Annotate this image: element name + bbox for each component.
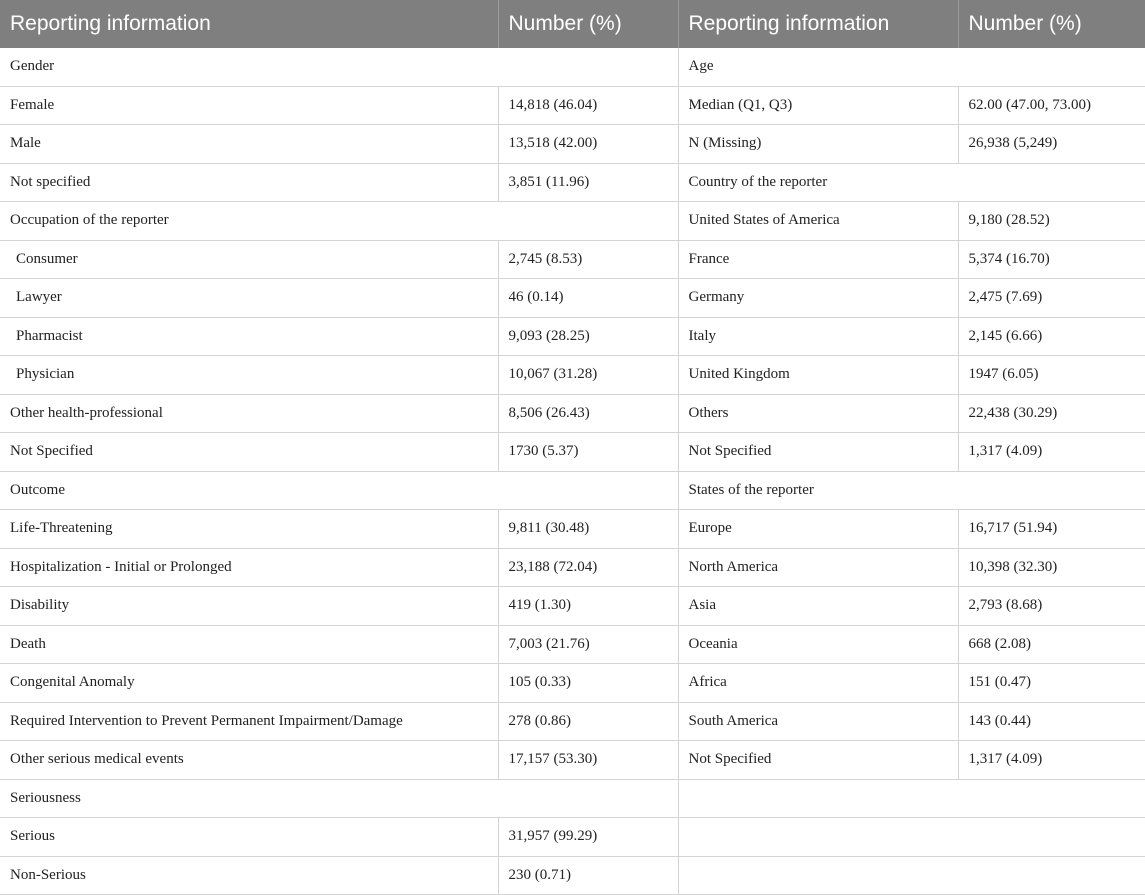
row-value: 26,938 (5,249) xyxy=(958,125,1145,164)
row-value: 419 (1.30) xyxy=(498,587,678,626)
row-label: N (Missing) xyxy=(678,125,958,164)
row-value: 9,180 (28.52) xyxy=(958,202,1145,241)
row-label: Oceania xyxy=(678,625,958,664)
header-left-label: Reporting information xyxy=(0,0,498,48)
table-row xyxy=(0,394,1145,433)
table-row xyxy=(0,702,1145,741)
row-label: United Kingdom xyxy=(678,356,958,395)
row-label: Life-Threatening xyxy=(0,510,498,549)
row-value: 143 (0.44) xyxy=(958,702,1145,741)
empty-cell xyxy=(678,818,1145,857)
row-label: Physician xyxy=(0,356,498,395)
section-title-age: Age xyxy=(678,48,1145,86)
row-label: Pharmacist xyxy=(0,317,498,356)
row-value: 7,003 (21.76) xyxy=(498,625,678,664)
row-value: 151 (0.47) xyxy=(958,664,1145,703)
row-label: Other serious medical events xyxy=(0,741,498,780)
table-row xyxy=(0,202,1145,241)
row-label: Serious xyxy=(0,818,498,857)
row-value: 5,374 (16.70) xyxy=(958,240,1145,279)
row-label: Others xyxy=(678,394,958,433)
row-value: 14,818 (46.04) xyxy=(498,86,678,125)
header-row xyxy=(0,0,1145,48)
row-label: Europe xyxy=(678,510,958,549)
table-row xyxy=(0,471,1145,510)
row-label: Male xyxy=(0,125,498,164)
row-value: 1,317 (4.09) xyxy=(958,741,1145,780)
table-row xyxy=(0,240,1145,279)
row-value: 22,438 (30.29) xyxy=(958,394,1145,433)
row-value: 10,398 (32.30) xyxy=(958,548,1145,587)
row-value: 105 (0.33) xyxy=(498,664,678,703)
row-value: 9,093 (28.25) xyxy=(498,317,678,356)
table-row xyxy=(0,548,1145,587)
row-value: 10,067 (31.28) xyxy=(498,356,678,395)
row-label: Disability xyxy=(0,587,498,626)
table-row xyxy=(0,664,1145,703)
section-title-seriousness: Seriousness xyxy=(0,779,678,818)
row-value: 1,317 (4.09) xyxy=(958,433,1145,472)
row-value: 230 (0.71) xyxy=(498,856,678,895)
row-label: Death xyxy=(0,625,498,664)
row-label: North America xyxy=(678,548,958,587)
row-value: 278 (0.86) xyxy=(498,702,678,741)
table-row xyxy=(0,856,1145,895)
empty-cell xyxy=(678,779,1145,818)
section-title-states: States of the reporter xyxy=(678,471,1145,510)
table-row xyxy=(0,587,1145,626)
header-left-number: Number (%) xyxy=(498,0,678,48)
table-row xyxy=(0,818,1145,857)
row-label: Female xyxy=(0,86,498,125)
row-label: Consumer xyxy=(0,240,498,279)
table-row xyxy=(0,317,1145,356)
row-label: United States of America xyxy=(678,202,958,241)
row-label: Hospitalization - Initial or Prolonged xyxy=(0,548,498,587)
table-row xyxy=(0,86,1145,125)
table-row xyxy=(0,433,1145,472)
row-value: 13,518 (42.00) xyxy=(498,125,678,164)
row-value: 62.00 (47.00, 73.00) xyxy=(958,86,1145,125)
row-value: 8,506 (26.43) xyxy=(498,394,678,433)
section-title-gender: Gender xyxy=(0,48,678,86)
row-label: France xyxy=(678,240,958,279)
row-label: Germany xyxy=(678,279,958,318)
row-value: 23,188 (72.04) xyxy=(498,548,678,587)
table-row xyxy=(0,510,1145,549)
row-label: Not Specified xyxy=(678,433,958,472)
table-row xyxy=(0,741,1145,780)
section-title-country: Country of the reporter xyxy=(678,163,1145,202)
row-value: 1730 (5.37) xyxy=(498,433,678,472)
row-label: Median (Q1, Q3) xyxy=(678,86,958,125)
row-value: 9,811 (30.48) xyxy=(498,510,678,549)
empty-cell xyxy=(678,856,1145,895)
row-label: Italy xyxy=(678,317,958,356)
table-row xyxy=(0,163,1145,202)
row-value: 31,957 (99.29) xyxy=(498,818,678,857)
row-label: Not Specified xyxy=(0,433,498,472)
row-label: Other health-professional xyxy=(0,394,498,433)
row-label: Non-Serious xyxy=(0,856,498,895)
row-label: Africa xyxy=(678,664,958,703)
row-label: Congenital Anomaly xyxy=(0,664,498,703)
table-row xyxy=(0,279,1145,318)
row-value: 16,717 (51.94) xyxy=(958,510,1145,549)
row-value: 1947 (6.05) xyxy=(958,356,1145,395)
row-label: South America xyxy=(678,702,958,741)
table-row xyxy=(0,48,1145,86)
section-title-outcome: Outcome xyxy=(0,471,678,510)
row-value: 2,475 (7.69) xyxy=(958,279,1145,318)
row-label: Asia xyxy=(678,587,958,626)
row-value: 2,793 (8.68) xyxy=(958,587,1145,626)
row-value: 46 (0.14) xyxy=(498,279,678,318)
row-label: Lawyer xyxy=(0,279,498,318)
row-value: 2,145 (6.66) xyxy=(958,317,1145,356)
row-label: Not Specified xyxy=(678,741,958,780)
header-right-number: Number (%) xyxy=(958,0,1145,48)
header-right-label: Reporting information xyxy=(678,0,958,48)
row-label: Required Intervention to Prevent Permanent Impairment/Damage xyxy=(0,702,498,741)
table-row xyxy=(0,625,1145,664)
row-value: 2,745 (8.53) xyxy=(498,240,678,279)
row-value: 3,851 (11.96) xyxy=(498,163,678,202)
row-value: 668 (2.08) xyxy=(958,625,1145,664)
table-row xyxy=(0,125,1145,164)
section-title-occupation: Occupation of the reporter xyxy=(0,202,678,241)
table-row xyxy=(0,779,1145,818)
row-value: 17,157 (53.30) xyxy=(498,741,678,780)
table-row xyxy=(0,356,1145,395)
row-label: Not specified xyxy=(0,163,498,202)
